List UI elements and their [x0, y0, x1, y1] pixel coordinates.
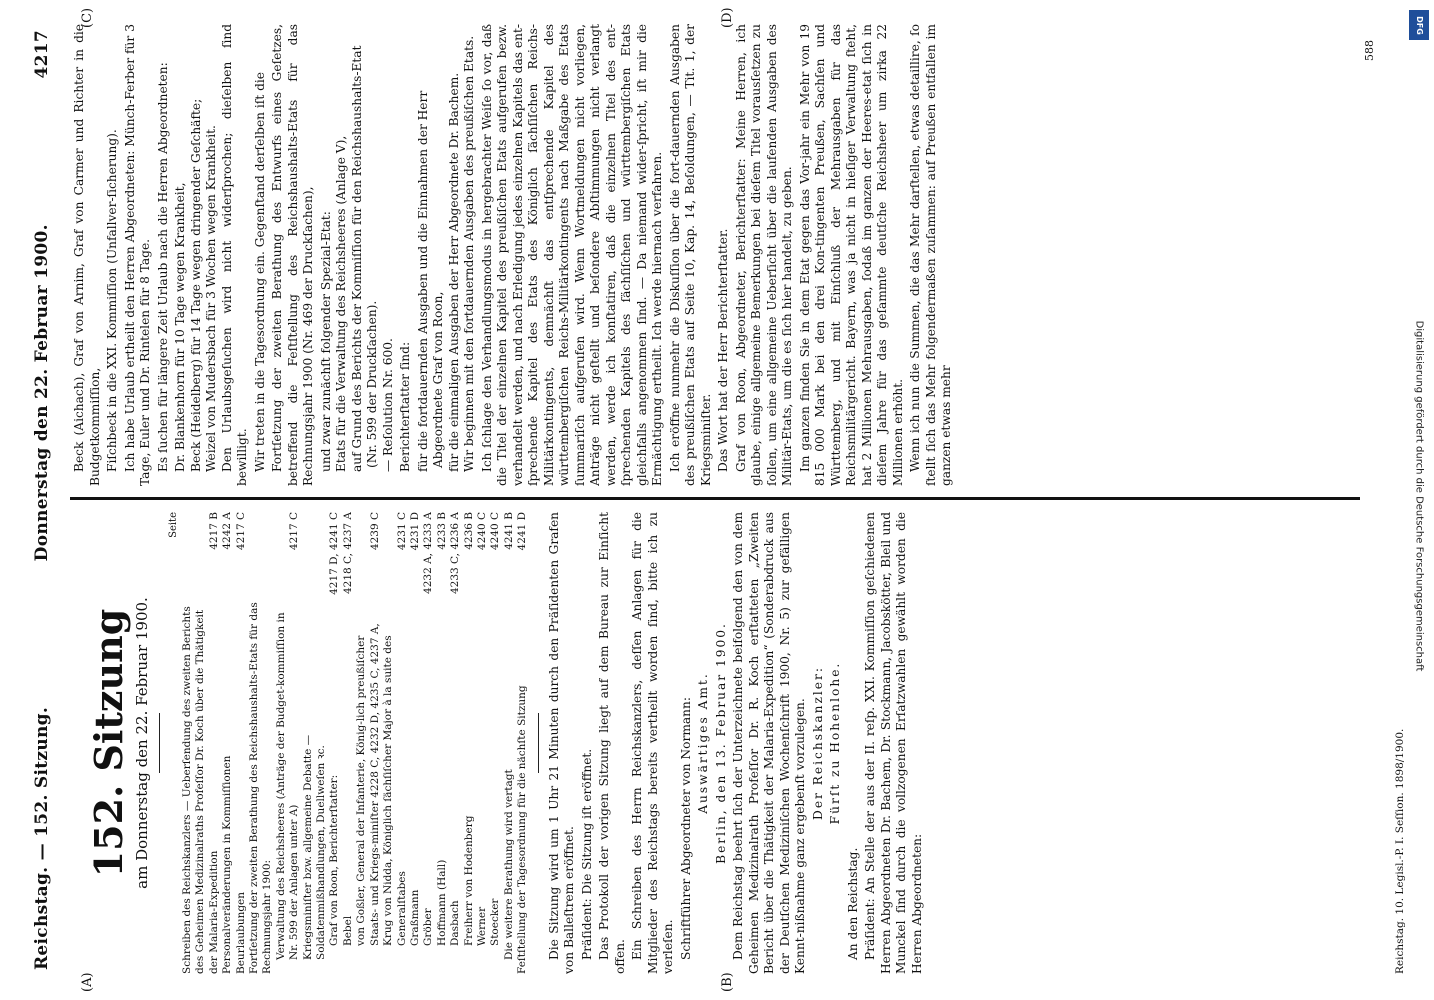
header-left: Reichstag. — 152. Sitzung.	[32, 706, 52, 970]
body-paragraph: für die einmaligen Ausgaben der Herr Abgeordnete Dr. Bachem.	[446, 72, 461, 472]
toc-entry-page: 4218 C, 4237 A	[341, 512, 354, 595]
toc-entry-page: 4231 C	[395, 512, 408, 551]
toc-entry	[181, 512, 221, 974]
toc-entry-text: Hoffmann (Hall)	[435, 859, 448, 946]
margin-mark-c: (C)	[80, 7, 95, 28]
margin-mark-d: (D)	[720, 7, 735, 28]
toc-entry-text: Feſtſtellung der Tagesordnung für die nächſte Sitzung	[516, 685, 529, 974]
body-paragraph: Ich ſchlage den Verhandlungsmodus in hergebrachter Weiſe ſo vor, daß die Titel der einzelnen Kapitel des preußiſchen Etats aufgerufen bezw. verhandelt werden, und nach Erledigung jedes einzelnen Kapitels das ent-ſprechende Kapitel des Etats des Königlich ſächſiſchen Reichs-Militärkontingents, demnächſt das entſprechende Kapitel des württembergiſchen Reichs-Militärkontingents nach Maßgabe des Etats ſummariſch aufgerufen wird. Wenn Wortmeldungen nicht vorliegen, Anträge nicht geſtellt und beſondere Abſtimmungen nicht verlangt werden, werde ich konſtatiren, daß die einzelnen Titel des ent-ſprechenden Kapitels des ſächſiſchen und württembergiſchen Etats gleichfalls angenommen ſind. — Da niemand wider-ſpricht, iſt mir die Ermächtigung ertheilt. Ich werde hiernach verfahren.	[479, 24, 664, 486]
toc-entry	[489, 512, 502, 974]
left-body	[547, 512, 926, 974]
toc-entry-text: Werner	[475, 906, 488, 946]
toc-entry-page: 4241 B	[502, 512, 515, 550]
body-paragraph: Schriftführer Abgeordneter von Normann:	[678, 697, 693, 960]
toc-entry-page: 4240 C	[475, 512, 488, 551]
body-paragraph: Wenn ich nun die Summen, die das Mehr darſtellen, etwas detaillire, ſo ſtellt ſich das Mehr folgendermaßen zuſammen: auf Preußen entfallen im ganzen etwas mehr	[908, 24, 953, 486]
toc-entry-text: von Goßler, General der Infanterie, König-lich preußiſcher Staats- und Kriegs-miniſter 4228 C, 4232 D, 4235 C, 4237 A,	[355, 623, 381, 946]
body-paragraph: Dr. Blankenhorn für 10 Tage wegen Krankheit,	[173, 182, 187, 472]
body-paragraph: Ich habe Urlaub ertheilt den Herren Abgeordneten: Münch-Ferber für 3 Tage, Euler und Dr. Rintelen für 8 Tage.	[122, 24, 152, 486]
body-paragraph: Auswärtiges Amt.	[696, 672, 711, 814]
body-paragraph: auf Grund des Berichts der Kommiſſion für den Reichshaushalts-Etat (Nr. 599 der Druckſachen).	[349, 45, 379, 472]
toc-entry-text: Fortſetzung der zweiten Berathung des Reichshaushalts-Etats für das Rechnungsjahr 1900:	[248, 602, 274, 974]
toc-entry-page: 4239 C	[368, 512, 381, 551]
body-paragraph: Fortſetzung der zweiten Berathung des Entwurfs eines Geſetzes, betreffend die Feſtſtellung des Reichshaushalts-Etats für das Rechnungsjahr 1900 (Nr. 469 der Druckſachen),	[270, 24, 315, 486]
toc-entry	[328, 512, 341, 974]
header-date: Donnerstag den 22. Februar 1900.	[32, 224, 52, 562]
body-paragraph: Beck (Aichach), Graf von Arnim, Graf von Carmer und Richter in die Budgetkommiſſion,	[72, 24, 102, 486]
body-paragraph: Berichterſtatter ſind:	[398, 341, 412, 472]
toc-entry-text: Dasbach	[449, 900, 462, 946]
toc-entry-page: 4217 C	[288, 512, 301, 551]
toc-entry-text: Graf von Roon, Berichterſtatter:	[328, 774, 341, 946]
body-paragraph: Dem Reichstag beehrt ſich der Unterzeichnete beifolgend den von dem Geheimen Medizinalrath Profeſſor Dr. R. Koch erſtatteten „Zweiten Bericht über die Thätigkeit der Malaria-Expedition“ (Sonderabdruck aus der Deutſchen Mediziniſchen Wochenſchrift 1900, Nr. 5) zur gefälligen Kennt-nißnahme ganz ergebenſt vorzulegen.	[731, 512, 808, 974]
toc-entry	[436, 512, 449, 974]
toc-entry-page: 4233 C, 4236 A	[449, 512, 462, 595]
body-paragraph: Beck (Heidelberg) für 14 Tage wegen dringender Geſchäfte;	[188, 98, 203, 472]
column-divider	[70, 497, 1360, 500]
body-paragraph: Weizel von Mudersbach für 3 Wochen wegen Krankheit.	[204, 125, 218, 472]
toc-entry-page: 4217 C	[234, 512, 247, 551]
body-paragraph: Der Reichskanzler:	[810, 666, 825, 820]
footer-note: Reichstag. 10. Legisl.-P. I. Seſſion. 1898/1900.	[1394, 728, 1406, 974]
toc-entry	[503, 512, 516, 974]
toc-entry-text: Schreiben des Reichskanzlers — Ueberſendung des zweiten Berichts des Geheimen Medizinalraths Profeſſor Dr. Koch über die Thätigkeit der Malaria-Expedition	[181, 606, 220, 974]
toc-entry	[248, 512, 275, 974]
toc-entry-page: 4217 B	[207, 512, 220, 550]
digitization-watermark	[1406, 6, 1432, 986]
toc-entry-text: Kriegsminiſter bzw. allgemeine Debatte — Soldatenmißhandlungen, Duellweſen ꝛc.	[301, 734, 328, 960]
dfg-logo: DFG	[1409, 10, 1429, 40]
toc-entry-text: Gröber	[422, 908, 435, 946]
page-number: 4217	[32, 30, 52, 79]
body-paragraph: Graf von Roon, Abgeordneter, Berichterſtatter: Meine Herren, ich glaube, einige allgemeine Bemerkungen bei dieſem Titel vorausſetzen zu ſollen, um eine allgemeine Ueberſicht über die laufenden Ausgaben des Militär-Etats, um die es ſich hier handelt, zu geben.	[733, 24, 794, 486]
toc-entry-text: Freiherr von Hodenberg	[462, 815, 475, 946]
toc-seite-label: Seite	[168, 512, 179, 538]
toc-entry-page: 4217 D, 4241 C	[328, 512, 341, 595]
body-paragraph: Präſident: An Stelle der aus der II. reſp. XXI. Kommiſſion geſchiedenen Herren Abgeordneten Dr. Bachem, Dr. Stockmann, Jacobskötter, Bleil und Munckel ſind durch die vollzogenen Erſatzwahlen gewählt worden die Herren Abgeordneten:	[863, 512, 924, 974]
right-column	[72, 24, 1412, 486]
toc-entry	[449, 512, 462, 974]
toc-entry-page: 4236 B	[462, 512, 475, 550]
toc-entry	[235, 512, 248, 974]
body-paragraph: Es ſuchen für längere Zeit Urlaub nach die Herren Abgeordneten:	[155, 62, 170, 472]
body-paragraph: Fiſchbeck in die XXI. Kommiſſion (Unfallver-ſicherung).	[105, 129, 119, 472]
body-paragraph: und zwar zunächſt folgender Spezial-Etat:	[318, 211, 333, 472]
body-paragraph: für die fortdauernden Ausgaben und die Einnahmen der Herr Abgeordnete Graf von Roon,	[415, 90, 445, 472]
toc-entry-page: 4241 D	[516, 512, 529, 551]
toc-entry-page: 4240 C	[489, 512, 502, 551]
body-paragraph: Wir beginnen mit den fortdauernden Ausgaben des preußiſchen Etats.	[462, 35, 476, 472]
toc-entry-page: 4233 B	[435, 512, 448, 550]
watermark-text: Digitalisierung gefördert durch die Deutsche Forschungsgemeinschaft	[1413, 320, 1425, 672]
toc-entry-page: 4231 D	[408, 512, 421, 551]
session-title: 152. Sitzung	[86, 608, 131, 878]
toc-entry-text: Personalveränderungen in Kommiſſionen	[221, 755, 234, 974]
toc-entry	[409, 512, 422, 974]
body-paragraph: — Reſolution Nr. 600.	[380, 338, 395, 472]
toc-entry	[476, 512, 489, 974]
divider-rule	[538, 713, 539, 773]
body-paragraph: Im ganzen finden Sie in dem Etat gegen das Vor-jahr ein Mehr von 19 815 000 Mark bei den drei Kon-tingenten Preußen, Sachſen und Württemberg, und mit Einſchluß der Mehrausgaben für das Reichsmilitärgericht. Bayern, was ja nicht in hieſiger Verwaltung ſteht, hat 2 Millionen Mehrausgaben, ſodaß im ganzen der Heeres-etat ſich in dieſem Jahre für das geſammte deutſche Reichsheer um zirka 22 Millionen erhöht.	[797, 24, 905, 486]
right-body	[72, 24, 955, 486]
toc-entry	[355, 512, 382, 974]
body-paragraph: Die Sitzung wird um 1 Uhr 21 Minuten durch den Präſidenten Grafen von Balleſtrem eröffnet.	[546, 512, 577, 974]
toc-entry-text: Stoecker	[489, 898, 502, 946]
body-paragraph: Berlin, den 13. Februar 1900.	[713, 622, 728, 864]
folio-number: 588	[1363, 40, 1376, 61]
toc-entry	[275, 512, 302, 974]
body-paragraph: Fürſt zu Hohenlohe.	[828, 661, 843, 825]
toc-entry-text: Verwaltung des Reichsheeres (Anträge der Budget-kommiſſion in Nr. 599 der Anlagen unter A)	[274, 612, 301, 960]
toc-entry	[422, 512, 435, 974]
toc-entry	[342, 512, 355, 974]
toc-entry	[382, 512, 409, 974]
toc-entry-page: 4232 A, 4233 A	[422, 512, 435, 594]
margin-mark-b: (B)	[720, 972, 735, 992]
session-date: am Donnerstag den 22. Februar 1900.	[133, 597, 151, 889]
divider-rule	[159, 713, 160, 773]
table-of-contents	[181, 512, 530, 974]
body-paragraph: Den Urlaubsgeſuchen wird nicht widerſprochen; dieſelben ſind bewilligt.	[219, 24, 249, 486]
body-paragraph: Ich eröffne nunmehr die Diskuſſion über die fort-dauernden Ausgaben des preußiſchen Etats auf Seite 10, Kap. 14, Beſoldungen, — Tit. 1, der Kriegsminiſter.	[667, 24, 713, 486]
toc-entry	[302, 512, 329, 974]
toc-entry-text: Bebel	[341, 915, 354, 946]
left-column	[72, 512, 1412, 974]
toc-entry	[463, 512, 476, 974]
body-paragraph: An den Reichstag.	[845, 847, 860, 960]
margin-mark-a: (A)	[80, 972, 95, 992]
toc-entry-text: Graßmann	[408, 889, 421, 946]
toc-entry-text: Die weitere Berathung wird vertagt	[502, 769, 515, 960]
toc-entry-text: Beurlaubungen	[234, 891, 247, 974]
toc-entry-page: 4242 A	[221, 512, 234, 550]
body-paragraph: Ein Schreiben des Herrn Reichskanzlers, deſſen Anlagen für die Mitglieder des Reichstags bereits vertheilt worden ſind, bitte ich zu verleſen.	[630, 512, 676, 974]
body-paragraph: Wir treten in die Tagesordnung ein. Gegenſtand derſelben iſt die	[252, 71, 267, 472]
toc-entry	[221, 512, 234, 974]
toc-entry	[516, 512, 529, 974]
body-paragraph: Das Protokoll der vorigen Sitzung liegt auf dem Bureau zur Einſicht offen.	[597, 512, 627, 974]
running-header	[22, 30, 62, 970]
body-paragraph: Etats für die Verwaltung des Reichsheeres (Anlage V),	[334, 135, 348, 472]
body-paragraph: Das Wort hat der Herr Berichterſtatter.	[716, 228, 730, 472]
toc-entry-text: Krug von Nidda, Königlich ſächſiſcher Major à la suite des Generalſtabes	[382, 635, 408, 946]
body-paragraph: Präſident: Die Sitzung iſt eröffnet.	[579, 748, 594, 960]
